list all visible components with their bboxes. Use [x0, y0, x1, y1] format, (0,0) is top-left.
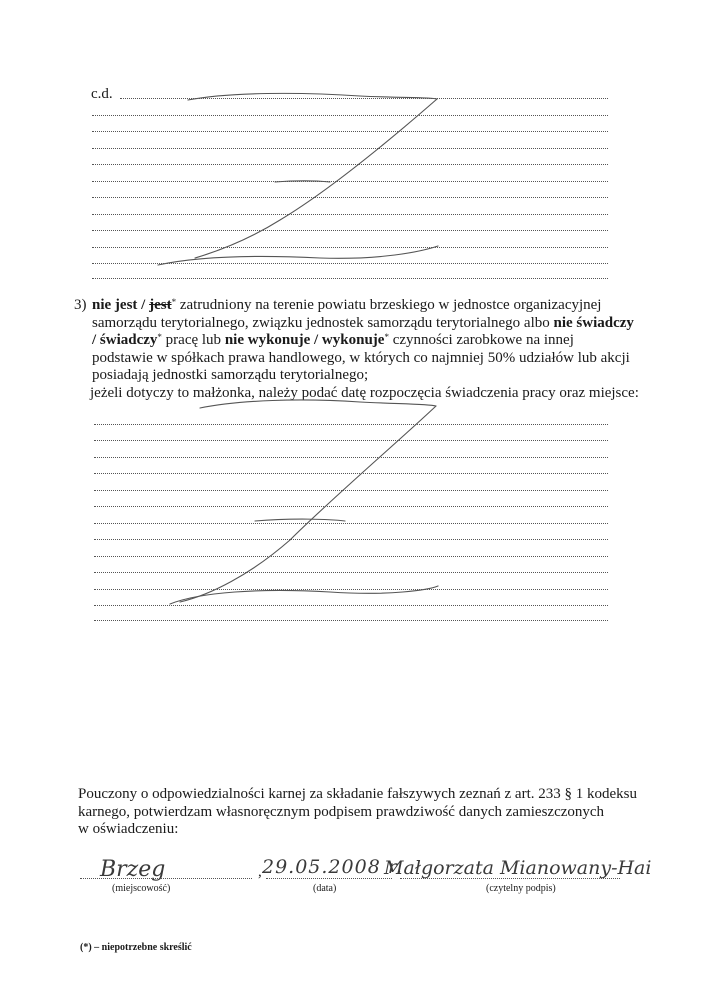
asterisk-mark: * [171, 297, 177, 307]
text-line: w oświadczeniu: [78, 821, 179, 837]
cd-label: c.d. [91, 86, 113, 102]
z-mark-top-2 [200, 400, 436, 408]
z-mark-diagonal-1 [195, 99, 437, 258]
text-segment: zatrudniony na terenie powiatu brzeskiego w jednostce organizacyjnej [179, 297, 602, 313]
declaration-text [78, 786, 637, 839]
z-mark-diagonal-2 [180, 406, 436, 602]
place-caption: (miejscowość) [112, 883, 171, 894]
date-field-line [266, 878, 392, 879]
z-mark-cross-2 [255, 519, 345, 521]
text-segment: pracę lub [165, 332, 222, 348]
z-mark-bottom-2 [170, 586, 438, 604]
option-wykonuje: wykonuje [321, 332, 385, 348]
option-nie-wykonuje: nie wykonuje [224, 332, 311, 348]
signature-handwritten: Małgorzata Mianowany-Hai [384, 857, 652, 879]
z-mark-bottom-1 [158, 246, 438, 265]
z-mark-cross-1 [275, 181, 330, 182]
slash: / [141, 297, 146, 313]
signature-caption: (czytelny podpis) [486, 883, 556, 894]
separator-comma: , [258, 864, 262, 880]
place-handwritten: Brzeg [100, 857, 166, 882]
option-jest-struck: jest [149, 297, 172, 313]
date-handwritten: 29.05.2008 r. [262, 856, 403, 878]
date-caption: (data) [313, 883, 337, 894]
text-line: karnego, potwierdzam własnoręcznym podpisem prawdziwość danych zamieszczonych [78, 803, 605, 820]
text-line: Pouczony o odpowiedzialności karnej za składanie fałszywych zeznań z art. 233 § 1 kodeksu [78, 786, 637, 802]
slash: / [92, 332, 97, 348]
text-line: jeżeli dotyczy to małżonka, należy podać datę rozpoczęcia świadczenia pracy oraz miejsce: [90, 384, 639, 401]
text-segment: czynności zarobkowe na innej [392, 332, 574, 348]
option-swiadczy: świadczy [99, 332, 158, 348]
text-line: podstawie w spółkach prawa handlowego, w których co najmniej 50% udziałów lub akcji [92, 349, 630, 366]
section3-number: 3) [74, 297, 87, 313]
text-segment: samorządu terytorialnego, związku jednostek samorządu terytorialnego albo [92, 314, 550, 331]
z-mark-top-1 [188, 93, 437, 100]
asterisk-mark: * [384, 332, 389, 342]
slash: / [314, 332, 319, 348]
text-line: posiadają jednostki samorządu terytorialnego; [92, 367, 369, 383]
option-nie-swiadczy: nie świadczy [553, 314, 634, 331]
asterisk-mark: * [157, 332, 162, 342]
option-nie-jest: nie jest [92, 297, 138, 313]
footnote: (*) – niepotrzebne skreślić [80, 942, 192, 953]
